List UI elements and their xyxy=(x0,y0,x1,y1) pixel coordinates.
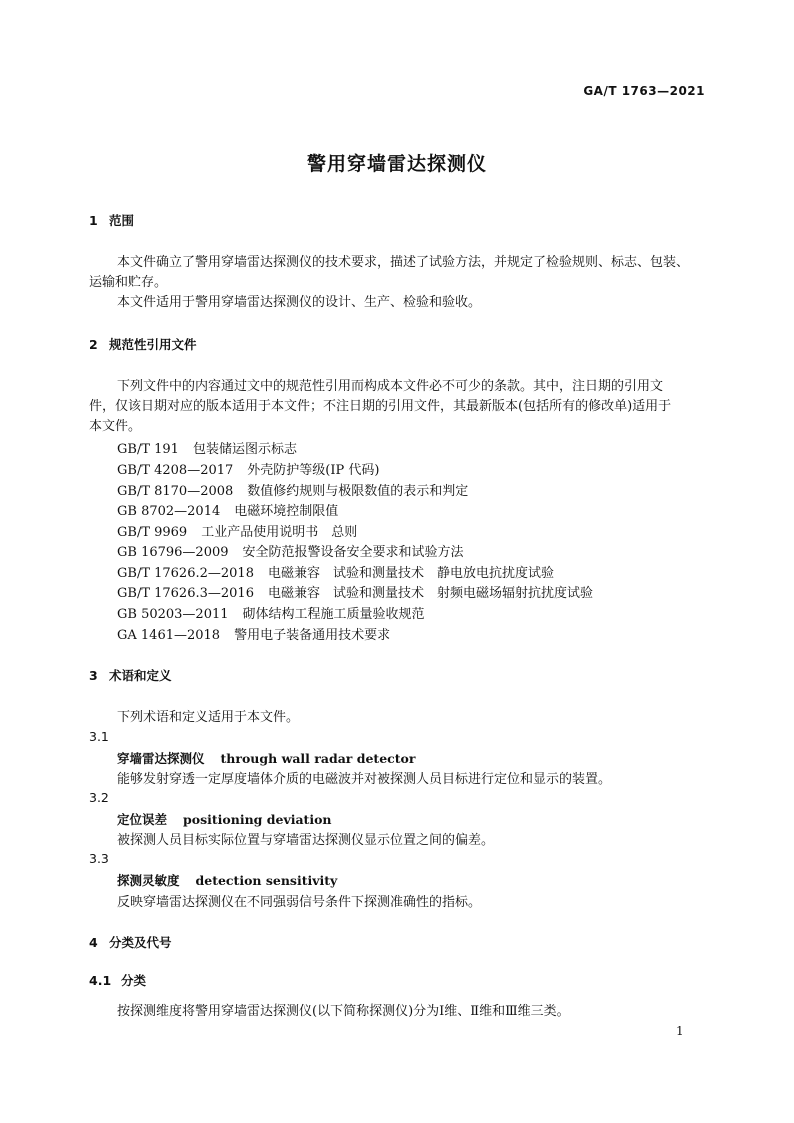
term-name-en: through wall radar detector xyxy=(220,751,416,766)
term-number: 3.3 xyxy=(89,851,109,866)
scope-paragraph-1-line-1: 本文件确立了警用穿墙雷达探测仪的技术要求，描述了试验方法，并规定了检验规则、标志、包装、 xyxy=(117,255,690,270)
term-name xyxy=(117,810,332,828)
reference-code: GB/T 17626.3—2016 xyxy=(117,586,254,601)
scope-paragraph-2: 本文件适用于警用穿墙雷达探测仪的设计、生产、检验和验收。 xyxy=(117,295,482,310)
references-intro-line-1: 下列文件中的内容通过文中的规范性引用而构成本文件必不可少的条款。其中，注日期的引用文 xyxy=(117,379,664,394)
term-number: 3.1 xyxy=(89,729,109,744)
classification-text: 按探测维度将警用穿墙雷达探测仪(以下简称探测仪)分为Ⅰ维、Ⅱ维和Ⅲ维三类。 xyxy=(117,1004,570,1019)
page-number: 1 xyxy=(676,1024,684,1038)
reference-code: GB/T 191 xyxy=(117,442,179,457)
reference-code: GB/T 4208—2017 xyxy=(117,463,234,478)
reference-title: 数值修约规则与极限数值的表示和判定 xyxy=(247,484,469,499)
reference-title: 警用电子装备通用技术要求 xyxy=(234,628,391,643)
reference-title: 电磁兼容 试验和测量技术 射频电磁场辐射抗扰度试验 xyxy=(267,586,593,601)
reference-item xyxy=(117,541,464,560)
reference-code: GB/T 8170—2008 xyxy=(117,484,234,499)
document-title: 警用穿墙雷达探测仪 xyxy=(306,153,487,175)
section-title: 规范性引用文件 xyxy=(109,337,197,352)
section-3-heading xyxy=(89,666,172,684)
term-name-zh: 探测灵敏度 xyxy=(117,873,180,888)
section-number: 1 xyxy=(89,213,98,228)
section-4-heading xyxy=(89,933,172,951)
term-name-en: positioning deviation xyxy=(183,812,332,827)
term-name-en: detection sensitivity xyxy=(195,873,338,888)
section-2-heading xyxy=(89,335,197,353)
reference-item xyxy=(117,562,554,581)
reference-item xyxy=(117,459,379,478)
reference-title: 电磁兼容 试验和测量技术 静电放电抗扰度试验 xyxy=(267,566,554,581)
reference-item xyxy=(117,582,593,601)
reference-title: 安全防范报警设备安全要求和试验方法 xyxy=(242,545,464,560)
subsection-number: 4.1 xyxy=(89,973,112,988)
reference-title: 包装储运图示标志 xyxy=(192,442,297,457)
section-title: 范围 xyxy=(109,213,135,228)
section-title: 分类及代号 xyxy=(109,935,172,950)
reference-code: GB 16796—2009 xyxy=(117,545,229,560)
term-definition: 能够发射穿透一定厚度墙体介质的电磁波并对被探测人员目标进行定位和显示的装置。 xyxy=(117,772,612,787)
reference-code: GB/T 9969 xyxy=(117,525,188,540)
terms-intro: 下列术语和定义适用于本文件。 xyxy=(117,710,300,725)
reference-title: 工业产品使用说明书 总则 xyxy=(201,525,358,540)
standard-code: GA/T 1763—2021 xyxy=(583,84,705,98)
reference-item xyxy=(117,603,425,622)
reference-code: GB 8702—2014 xyxy=(117,504,221,519)
section-title: 术语和定义 xyxy=(109,668,172,683)
references-intro-line-2: 件，仅该日期对应的版本适用于本文件；不注日期的引用文件，其最新版本(包括所有的修改单)适用于 xyxy=(89,399,672,414)
references-intro-line-3: 本文件。 xyxy=(89,419,142,434)
subsection-4-1-heading xyxy=(89,971,146,989)
reference-item xyxy=(117,480,468,499)
subsection-title: 分类 xyxy=(121,973,147,988)
reference-item xyxy=(117,521,357,540)
reference-code: GB/T 17626.2—2018 xyxy=(117,566,254,581)
section-number: 3 xyxy=(89,668,98,683)
term-name-zh: 定位误差 xyxy=(117,812,168,827)
reference-title: 电磁环境控制限值 xyxy=(234,504,339,519)
section-number: 2 xyxy=(89,337,98,352)
term-name-zh: 穿墙雷达探测仪 xyxy=(117,751,205,766)
term-definition: 反映穿墙雷达探测仪在不同强弱信号条件下探测准确性的指标。 xyxy=(117,895,482,910)
reference-item xyxy=(117,438,297,457)
section-number: 4 xyxy=(89,935,98,950)
reference-item xyxy=(117,624,390,643)
term-number: 3.2 xyxy=(89,790,109,805)
term-definition: 被探测人员目标实际位置与穿墙雷达探测仪显示位置之间的偏差。 xyxy=(117,833,495,848)
term-name xyxy=(117,871,337,889)
scope-paragraph-1-line-2: 运输和贮存。 xyxy=(89,275,168,290)
section-1-heading xyxy=(89,211,134,229)
reference-code: GA 1461—2018 xyxy=(117,628,221,643)
reference-item xyxy=(117,500,338,519)
reference-title: 砌体结构工程施工质量验收规范 xyxy=(242,607,425,622)
term-name xyxy=(117,749,415,767)
reference-title: 外壳防护等级(IP 代码) xyxy=(247,463,380,478)
reference-code: GB 50203—2011 xyxy=(117,607,229,622)
